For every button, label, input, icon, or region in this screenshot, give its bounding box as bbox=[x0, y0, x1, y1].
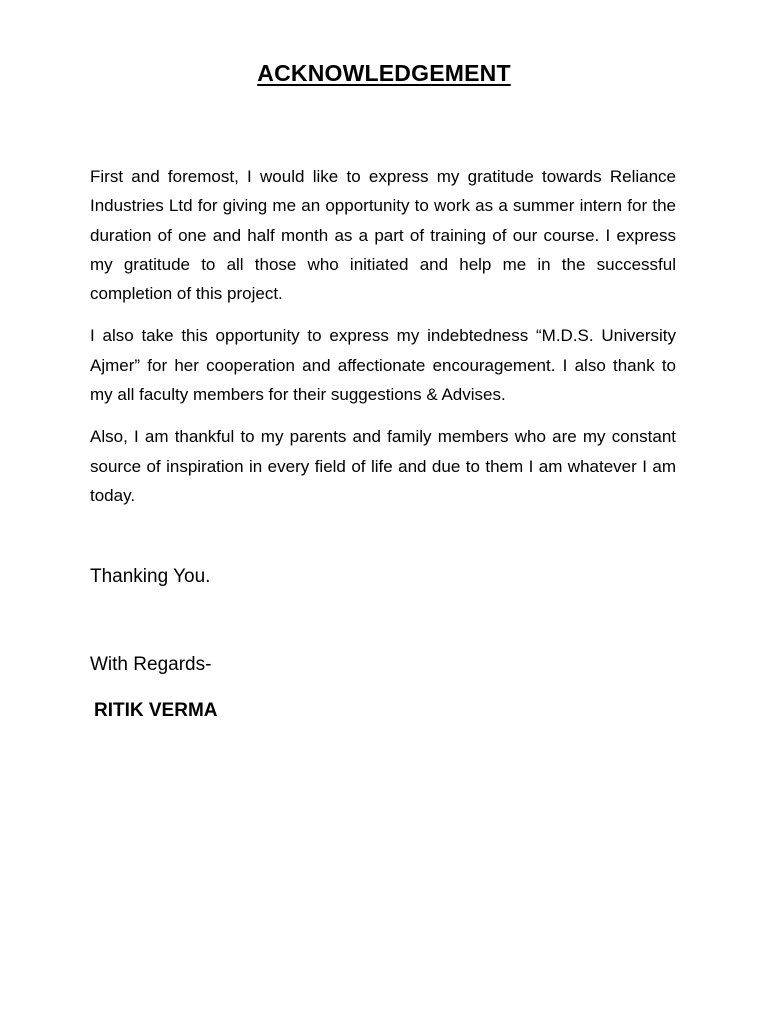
signature-name: RITIK VERMA bbox=[94, 700, 218, 721]
acknowledgement-body bbox=[90, 162, 676, 523]
paragraph-parents-family: Also, I am thankful to my parents and family members who are my constant source of inspiration in every field of life and due to them I am whatever I am today. bbox=[90, 427, 676, 505]
page-title: ACKNOWLEDGEMENT bbox=[257, 60, 511, 86]
closing-regards: With Regards- bbox=[90, 654, 212, 675]
closing-thanks: Thanking You. bbox=[90, 566, 211, 587]
paragraph-gratitude-reliance: First and foremost, I would like to express my gratitude towards Reliance Industries Ltd for giving me an opportunity to work as a summer intern for the duration of one and half month as a part of training of our course. I express my gratitude to all those who initiated and help me in the successful completion of this project. bbox=[90, 167, 676, 304]
paragraph-university-faculty: I also take this opportunity to express my indebtedness “M.D.S. University Ajmer” for her cooperation and affectionate encouragement. I also thank to my all faculty members for their suggestions & Advises. bbox=[90, 326, 676, 405]
